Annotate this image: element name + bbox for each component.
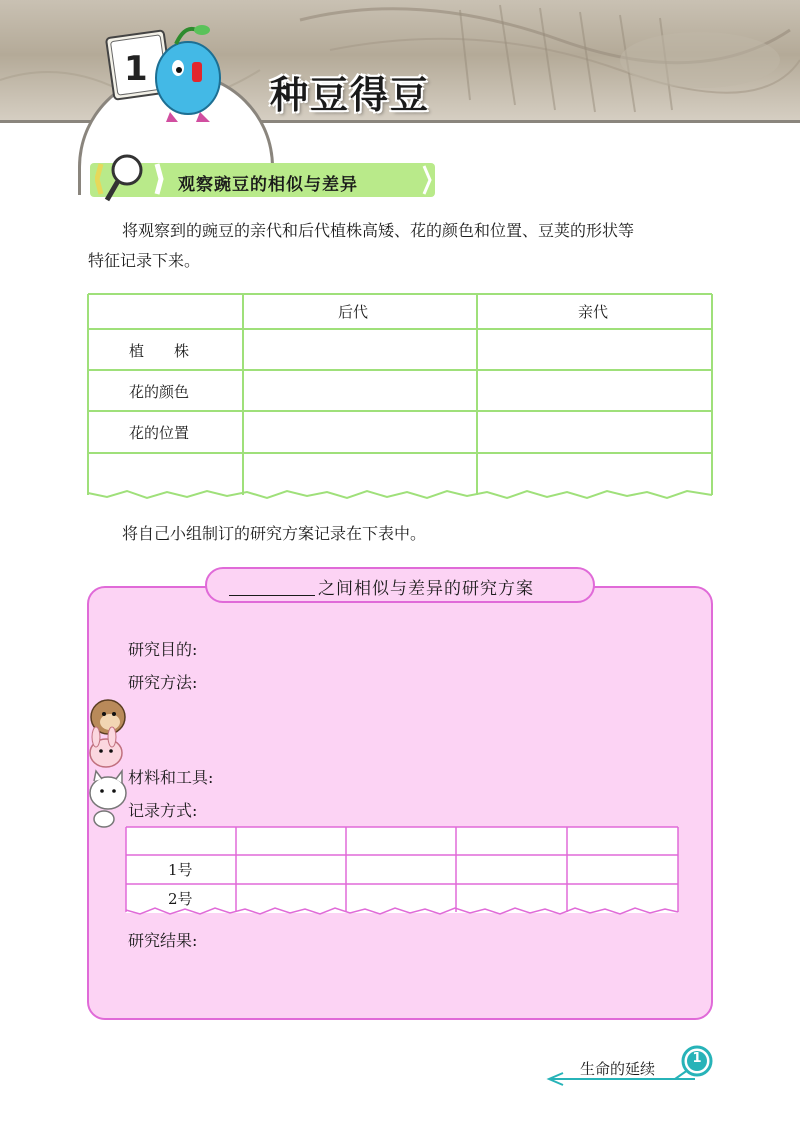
lesson-number: 1 — [124, 49, 148, 89]
materials-label: 材料和工具: — [128, 768, 214, 787]
animal-friends-icon — [86, 695, 146, 835]
section-title: 观察豌豆的相似与差异 — [178, 175, 358, 195]
section-bar-end — [420, 164, 436, 196]
table-row-flower-color: 花的颜色 — [129, 383, 190, 401]
record-row-2: 2号 — [168, 890, 193, 908]
observation-table — [87, 293, 713, 498]
table-row-plant: 植 株 — [129, 342, 190, 360]
lesson-title: 种豆得豆 — [270, 73, 431, 117]
purpose-label: 研究目的: — [128, 640, 198, 659]
table-header-offspring: 后代 — [337, 303, 368, 321]
unit-title: 生命的延续 — [580, 1060, 656, 1078]
method-label: 研究方法: — [128, 673, 198, 692]
intro-line-2: 特征记录下来。 — [88, 251, 201, 270]
fill-in-blank — [229, 595, 315, 596]
record-table-grid — [125, 826, 680, 918]
table-row-flower-position: 花的位置 — [129, 424, 190, 442]
page-number: 1 — [692, 1051, 702, 1066]
bean-mascot-icon — [100, 18, 230, 128]
magnifier-icon — [95, 150, 175, 208]
intro-line-1: 将观察到的豌豆的亲代和后代植株高矮、花的颜色和位置、豆荚的形状等 — [122, 221, 635, 240]
instruction-text: 将自己小组制订的研究方案记录在下表中。 — [122, 524, 427, 543]
table-header-parent: 亲代 — [577, 303, 608, 321]
record-label: 记录方式: — [128, 801, 198, 820]
record-row-1: 1号 — [168, 861, 193, 879]
result-label: 研究结果: — [128, 931, 198, 950]
research-plan-title: 之间相似与差异的研究方案 — [318, 579, 534, 599]
